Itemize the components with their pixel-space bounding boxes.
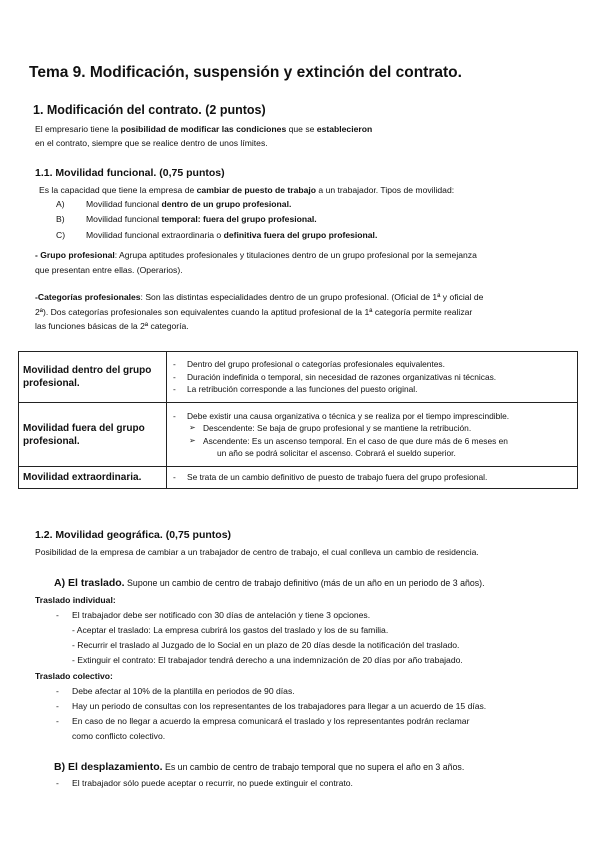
intro-bold: posibilidad de modificar las condiciones xyxy=(120,124,287,134)
row-content-dentro xyxy=(167,352,578,403)
item-text: Descendente: Se baja de grupo profesional y se mantiene la retribución. xyxy=(203,423,472,434)
intro-text: El empresario tiene la xyxy=(35,124,121,134)
sub-item xyxy=(173,435,571,447)
section-1-intro-line2: en el contrato, siempre que se realice dentro de unos límites. xyxy=(35,138,268,148)
row-label-fuera: Movilidad fuera del grupo profesional. xyxy=(19,403,167,467)
list-item-cont: como conflicto colectivo. xyxy=(72,731,166,741)
type-text: Movilidad funcional xyxy=(86,214,162,224)
row-label-extraordinaria: Movilidad extraordinaria. xyxy=(19,467,167,489)
type-bold: temporal: fuera del grupo profesional. xyxy=(161,214,317,224)
row-content-extraordinaria xyxy=(167,467,578,489)
section-1-intro xyxy=(35,123,372,137)
desc-text: a un trabajador. Tipos de movilidad: xyxy=(316,185,455,195)
dash-bullet: - xyxy=(56,778,59,788)
desplazamiento-desc: Es un cambio de centro de trabajo temporal que no supera el año en 3 años. xyxy=(162,762,465,772)
list-item xyxy=(173,371,571,383)
dash-bullet: - xyxy=(173,359,176,370)
traslado-individual-label: Traslado individual: xyxy=(35,595,116,605)
dash-bullet: - xyxy=(173,410,176,421)
item-text: Duración indefinida o temporal, sin necesidad de razones organizativas ni técnicas. xyxy=(187,371,497,382)
movilidad-funcional-desc xyxy=(39,184,454,198)
list-item xyxy=(56,777,353,791)
list-item xyxy=(173,358,571,370)
categorias-def-line3: las funciones básicas de la 2ª categoría. xyxy=(35,321,189,331)
type-bold: dentro de un grupo profesional. xyxy=(161,199,292,209)
dash-bullet: - xyxy=(56,610,59,620)
dash-bullet: - xyxy=(56,686,59,696)
cat-label: -Categorías profesionales xyxy=(35,292,141,302)
type-letter: B) xyxy=(56,214,65,224)
section-1-heading: 1. Modificación del contrato. (2 puntos) xyxy=(33,103,266,117)
row-label-dentro: Movilidad dentro del grupo profesional. xyxy=(19,352,167,403)
page-title: Tema 9. Modificación, suspensión y extinción del contrato. xyxy=(29,64,462,81)
type-letter: C) xyxy=(56,230,66,240)
section-1-1-heading: 1.1. Movilidad funcional. (0,75 puntos) xyxy=(35,167,225,179)
type-item-b xyxy=(56,213,317,227)
traslado-desc: Supone un cambio de centro de trabajo definitivo (más de un año en un periodo de 3 años). xyxy=(124,578,485,588)
traslado-heading xyxy=(54,577,485,589)
item-text: Debe afectar al 10% de la plantilla en periodos de 90 días. xyxy=(72,686,295,696)
desplazamiento-heading xyxy=(54,761,464,773)
grupo-text: : Agrupa aptitudes profesionales y titulaciones dentro de un grupo profesional por la semejanza xyxy=(114,250,477,260)
list-item xyxy=(173,383,571,395)
arrow-bullet-icon: ➢ xyxy=(189,435,196,445)
movilidad-table xyxy=(18,351,578,489)
table-row xyxy=(19,403,578,467)
type-text: Movilidad funcional extraordinaria o xyxy=(86,230,224,240)
arrow-bullet-icon: ➢ xyxy=(189,423,196,433)
dash-bullet: - xyxy=(56,716,59,726)
list-item xyxy=(56,685,295,699)
sub-item-cont: un año se podrá solicitar el ascenso. Cobrará el sueldo superior. xyxy=(217,447,456,458)
sub-item xyxy=(173,422,571,434)
traslado-title: A) El traslado. xyxy=(54,577,125,589)
item-text: En caso de no llegar a acuerdo la empresa comunicará el traslado y los representantes podrán reclamar xyxy=(72,716,470,726)
desc-bold: cambiar de puesto de trabajo xyxy=(196,185,317,195)
list-item xyxy=(173,471,571,483)
item-text: Debe existir una causa organizativa o técnica y se realiza por el tiempo imprescindible. xyxy=(187,410,510,421)
type-text: Movilidad funcional xyxy=(86,199,162,209)
desc-text: Es la capacidad que tiene la empresa de xyxy=(39,185,197,195)
categorias-profesionales-def xyxy=(35,291,483,305)
grupo-label: - Grupo profesional xyxy=(35,250,115,260)
table-row xyxy=(19,467,578,489)
item-text: Hay un periodo de consultas con los representantes de los trabajadores para llegar a un acuerdo de 15 días. xyxy=(72,701,487,711)
option-extinguir: - Extinguir el contrato: El trabajador tendrá derecho a una indemnización de 20 días por año trabajado. xyxy=(72,655,463,665)
item-text: La retribución corresponde a las funciones del puesto original. xyxy=(187,384,418,395)
section-1-2-heading: 1.2. Movilidad geográfica. (0,75 puntos) xyxy=(35,529,232,541)
movilidad-geografica-desc: Posibilidad de la empresa de cambiar a un trabajador de centro de trabajo, el cual conlleva un cambio de residencia. xyxy=(35,547,479,557)
type-item-c xyxy=(56,229,377,243)
dash-bullet: - xyxy=(173,472,176,483)
type-item-a xyxy=(56,198,291,212)
table-row xyxy=(19,352,578,403)
dash-bullet: - xyxy=(173,371,176,382)
list-item xyxy=(56,700,486,714)
categorias-def-line2: 2ª). Dos categorías profesionales son equivalentes cuando la aptitud profesional de la 1ª categoría permite realizar xyxy=(35,307,473,317)
list-item xyxy=(56,609,370,623)
intro-text: que se xyxy=(286,124,317,134)
item-text: Dentro del grupo profesional o categorías profesionales equivalentes. xyxy=(187,359,445,370)
dash-bullet: - xyxy=(173,384,176,395)
dash-bullet: - xyxy=(56,701,59,711)
grupo-profesional-def xyxy=(35,249,477,263)
cat-text: : Son las distintas especialidades dentro de un grupo profesional. (Oficial de 1ª y oficial de xyxy=(140,292,484,302)
type-letter: A) xyxy=(56,199,65,209)
item-text: Ascendente: Es un ascenso temporal. En el caso de que dure más de 6 meses en xyxy=(203,435,508,446)
item-text: Se trata de un cambio definitivo de puesto de trabajo fuera del grupo profesional. xyxy=(187,472,488,483)
traslado-colectivo-label: Traslado colectivo: xyxy=(35,671,113,681)
item-text: El trabajador debe ser notificado con 30 días de antelación y tiene 3 opciones. xyxy=(72,610,371,620)
row-content-fuera xyxy=(167,403,578,467)
item-text: El trabajador sólo puede aceptar o recurrir, no puede extinguir el contrato. xyxy=(72,778,353,788)
list-item xyxy=(173,410,571,422)
intro-bold: establecieron xyxy=(316,124,373,134)
list-item xyxy=(56,715,469,729)
desplazamiento-title: B) El desplazamiento. xyxy=(54,761,163,773)
option-recurrir: - Recurrir el traslado al Juzgado de lo Social en un plazo de 20 días desde la notificación del traslado. xyxy=(72,640,460,650)
type-bold: definitiva fuera del grupo profesional. xyxy=(223,230,378,240)
option-aceptar: - Aceptar el traslado: La empresa cubrirá los gastos del traslado y los de su familia. xyxy=(72,625,389,635)
grupo-profesional-def-line2: que presentan entre ellas. (Operarios). xyxy=(35,265,183,275)
